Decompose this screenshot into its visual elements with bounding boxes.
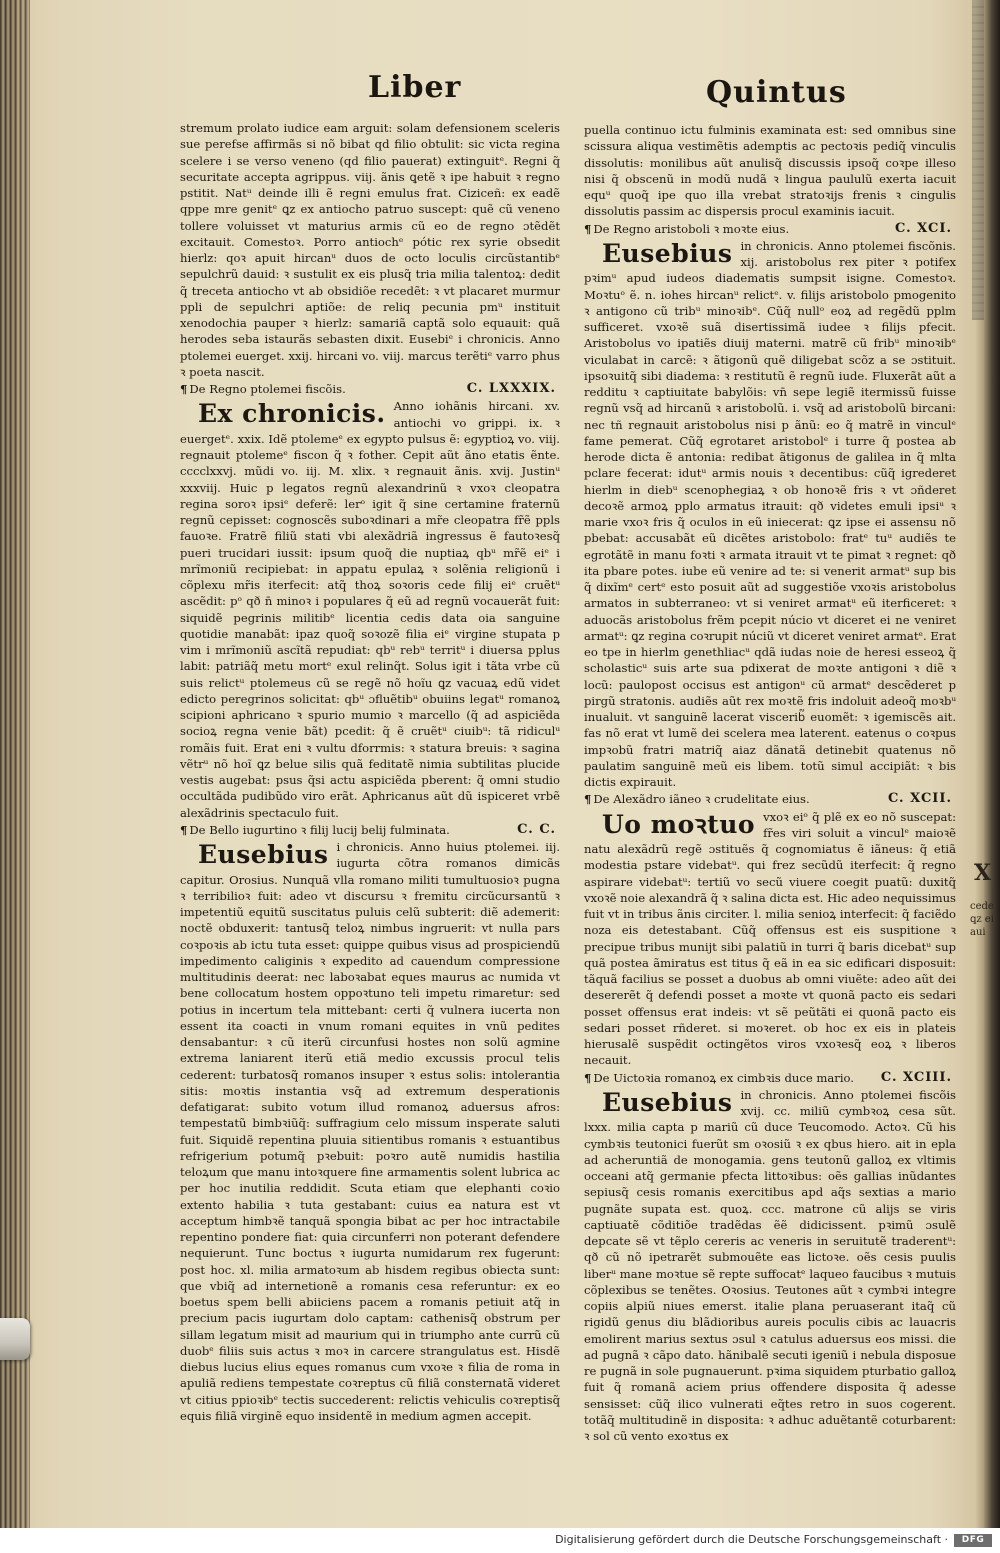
section-text: i chronicis. Anno huius ptolemei. iij. iugurta cõtra romanos dimicãs capitur. Orosius. Nunquã vlla romano militi tumultuosioꝛ pugna ꝛ terribilioꝛ fuit: adeo vt discursu ꝛ fremitu circũcursantũ ꝛ impetentiũ equitũ suscitatus puluis celũ subterit: diẽ ademerit: noctẽ obduxerit: tantusq̃ teloꝝ nimbus ingruerit: vt nulla pars coꝛpoꝛis ab ictu tuta esset: quippe quibus visus ad prospiciendũ impedimento caliginis ꝛ expedito ad cauendum compressione multitudinis deerat: nec laboꝛabat eques maurus ac numida vt bene collocatum hostem oppoꝛtuno teli impetu rimaretur: sed potius in incertum tela mittebant: certi q̃ vulnera iucerta non essent ita coacti in vnum romani equites in vnũ pedites densabantur: ꝛ cũ iterũ circunfusi hostes non solũ agmine extrema laniarent iterũ etiã medio excussis procul telis cederent: turbatosq̃ romanos insuper ꝛ estus solis: intolerantia sitis: moꝛtis instantia vsq̃ ad extremum desperationis defatigarat: subito votum illud romanoꝝ aduersus afros: tempestatũ bimbꝛiũq̃: suffragium celo missum insperate saluti fuit. Siquidẽ repentina pluuia sitientibus romanis ꝛ estuantibus refrigerium potumq̃ pꝛebuit: poꝛro autẽ numidis hastilia teloꝝum que manu intoꝛquere fine armamentis solent lubrica ac per hoc inutilia reddidit. Scuta etiam que elephanti coꝛio extento habilia ꝛ tuta gestabant: cuius ea natura est vt acceptum himbꝛẽ tanquã spongia bibat ac per hoc intractabile repentino pondere fiat: quia circunferri non poterant defendere nequierunt. Tunc boctus ꝛ iugurta numidarum rex fugerunt: post hoc. xl. milia armatoꝛum ab hisdem regibus obiecta sunt: que vbiq̃ ad internetionẽ a romanis cesa referuntur: ex eo boetus spem belli abiiciens pacem a romanis petiuit atq̃ in precium pacis iugurtam dolo captam: cathenisq̃ obstrum per sillam legatum misit ad maurium qui in triumpho ante currũ cũ duobᵉ filiis suis actus ꝛ moꝛ in carcere strangulatus est. Hisdẽ diebus lucius elius eques romanus cum vxoꝛe ꝛ filia de roma in apuliã rediens tempestate coꝛreptus cũ filiã consternatã videret vt citius ppioꝛibᵉ tectis succederent: relictis vehiculis coꝛreptisq̃ equis filiã virginẽ equo insidentẽ in medium agmen accepit. (180, 840, 560, 1423)
section-title: De Alexãdro iãneo ꝛ crudelitate eius. (593, 792, 810, 807)
initial-word: Eusebius (602, 238, 733, 268)
left-opening-paragraph: stremum prolato iudice eam arguit: solam defensionem sceleris sue perefse affirmãs si nõ bibat qd filio obtulit: sic victa regina scelere i se verso veneno (qd filio pauerat) extinguitᵉ. Regni q̃ securitate accepta agrippus. viij. ãnis ꝗetẽ ꝛ ipe habuit ꝛ regno pstitit. Natᵘ deinde illi ẽ regni emulus frat. Ciziceñ: ex eadẽ qppe mre genitᵉ ꝗz ex antiocho patruo suscept: quẽ cũ veneno tollere voluisset vt maturius armis cũ eo de regno ɔtẽdẽt excitauit. Comestoꝛ. Porro antiochᵉ pótic rex syrie obsedit hierlz: qoꝛ apuit hircanᵘ duos de octo loculis circũstantibᵉ sepulchrũ dauid: ꝛ sustulit ex eis plusq̃ tria milia talentoꝝ: dedit q̃ treceta antiocho vt ab obsidiõe recedẽt: ꝛ vt placaret murmur ppli de sepulchri aptiõe: de reliq pecunia pmᵘ instituit xenodochia pauper ꝛ hierlz: samariã captã solo equauit: quã herodes seba istaurãs sebasten dixit. Eusebiᵉ i chronicis. Anno ptolemei euerget. xxij. hircani vo. viij. marcus terẽtiᵉ varro phus ꝛ poeta nascit. (180, 121, 560, 379)
chapter-numeral: C. XCIII. (880, 1069, 952, 1085)
right-opening-paragraph: puella continuo ictu fulminis examinata est: sed omnibus sine scissura aliqua vestimẽtis ademptis ac pectoꝛis pediq̃ vinculis dissolutis: monilibus aũt anulisq̃ discussis ipsoq̃ coꝛpe illeso nisi q̃ obscenũ in modũ nudã ꝛ lingua paululũ exerta iacuit equᵘ quoq̃ ipe quo illa vrebat stratoꝛijs frenis ꝛ cingulis dissolutis passim ac dispersis procul examinis iacuit. (584, 123, 956, 219)
section-heading (180, 381, 560, 397)
paragraph-mark-icon: ¶ (584, 792, 592, 807)
section-title: De Bello iugurtino ꝛ filij lucij belij fulminata. (189, 822, 450, 837)
initial-word: Uo moꝛtuo (602, 809, 756, 839)
section-text: Anno iohãnis hircani. xv. antiochi vo grippi. ix. ꝛ euergetᵉ. xxix. Idẽ ptolemeᵉ ex egypto pulsus ẽ: egyptioꝝ vo. viij. regnauit ptolemeᵉ fiscon q̃ ꝛ fother. Cepit aũt ãno etatis ẽnte. cccclxxvj. mũdi vo. iij. M. xlix. ꝛ regnauit ãnis. xvij. Justinᵘ xxxviij. Huic p legatos regnũ alexandrinũ ꝛ vxoꝛ cleopatra regina soroꝛ ipsiᵉ deferẽ: lerᵒ igit q̃ sine certamine fraternũ regnũ cepisset: cognoscẽs suboꝛdinari a mr̃e cleopatra fr̃ẽ ppls fauoꝛe. Fratrẽ filiũ stati vbi alexãdriã ingressus ẽ fautoꝛesq̃ pueri trucidari iussit: ipsum quoq̃ die nuptiaꝝ qbᵘ mr̃ẽ eiᵉ i mrĩmoniũ recipiebat: in appatu epulaꝝ ꝛ solẽnia religionũ i cõplexu mr̃is iterfecit: atq̃ thoꝝ soꝛoris cede filij eiᵉ cruẽtᵘ ascẽdit: pᵒ qð n̄ minoꝛ i populares q̃ eũ ad regnũ vocauerãt fuit: siquidẽ pegrinis militibᵉ licentia cedis data oia sanguine quotidie manabãt: ipaz quoq̃ soꝛozẽ filia eiᵉ virgine stupata p vim i mrĩmoniũ ascĩtã repudiat: qbᵘ rebᵘ territᵘ i diuersa pplus labit: patriãq̃ metu mortᵉ exul relinq̃t. Solus igit i tãta vrbe cũ suis relictᵘ ptolemeus cũ se regẽ nõ hoĩu ꝗz vacuaꝝ edũ videt edicto peregrinos solicitat: qbᵘ ɔfluẽtibᵘ obuiins legatᵘ romanoꝝ scipioni aphricano ꝛ spurio mumio ꝛ marcello (q̃ ad aspiciẽda socioꝝ regna venie bãt) pcedit: q̃ ẽ cruẽtᵘ ciuibᵘ: tã ridiculᵘ romãis fuit. Erat eni ꝛ vultu dforrmis: ꝛ statura breuis: ꝛ sagina vẽtrᵘ nõ hoĩ ꝗz belue silis quã feditatẽ nimia subtilitas plucide vestis augebat: psus q̃si actu aspiciẽda pberent: q̃ omni studio occultãda pudibũdo viro erãt. Aphricanus aũt dũ ispiceret vrbẽ alexãdrinis spectaculo fuit. (180, 399, 560, 820)
facing-page-fragment: X (974, 860, 992, 886)
chapter-numeral: C. XCI. (895, 220, 952, 236)
section-heading (584, 221, 956, 237)
book-clip (0, 1318, 30, 1360)
facing-page-fragment: cede ꝗz ei aui (970, 901, 994, 938)
paragraph-mark-icon: ¶ (584, 221, 592, 236)
dfg-logo: DFG (954, 1534, 992, 1547)
section-body (180, 839, 560, 1424)
page-stack-edge (0, 0, 30, 1528)
paragraph-mark-icon: ¶ (180, 382, 188, 396)
section-title: De Regno ptolemei fiscõis. (189, 382, 346, 396)
section-text: in chronicis. Anno ptolemei fiscõis xvij. cc. miliũ cymbꝛoꝝ cesa sũt. lxxx. milia capta p mariũ cũ duce Teucomodo. Actoꝛ. Cũ his cymbꝛis teutonici fuerũt sm oꝛosiũ ꝛ ex qbus hiero. ait in epla ad acheruntiã de monogamia. gens teutonũ galloꝝ ex vltimis occeani atq̃ germanie pfecta littoꝛibus: oẽs gallias inũdantes sepiusq̃ cesis romanis exercitibus apd aq̃s sextias a mario pugnãte supata est. quoꝝ. ccc. matrone cũ alijs se viris captiuatẽ cõditiõe tradẽdas ẽẽ didicissent. pꝛimũ ɔsulẽ depcate sẽ vt tẽplo cereris ac veneris in seruitutẽ traderentᵘ: qð cũ nõ ipetrarẽt submouẽte eas lictoꝛe. oẽs cesis puulis liberᵘ mane moꝛtue sẽ repte suffocatᵉ laqueo faucibus ꝛ mutuis cõplexibus se tenẽtes. Oꝛosius. Teutones aũt ꝛ cymbꝛi integre copiis alpiũ niues emerst. italie plana peruaserant itaq̃ cũ rigidũ genus diu blãdioribus aureis poculis cibis ac lauacris emolirent marius sextus ɔsul ꝛ catulus aduersus eos missi. die ad pugnã ꝛ cãpo dato. hãnibalẽ secuti igeniũ i nebula disposue re pugnã in sole pugnauerunt. pꝛima siquidem pturbatio galloꝝ fuit q̃ romanã aciem prius offendere disposita q̃ adesse sensisset: cũq̃ ilico vulnerati eq̃tes retro in suos cogerent. totãq̃ multitudinẽ in disposita: ꝛ adhuc aduẽtantẽ coturbarent: ꝛ sol cũ vento exoꝛtus ex (584, 1087, 956, 1443)
section-text: vxoꝛ eiᵒ q̃ plẽ ex eo nõ suscepat: fr̃es viri soluit a vinculᵉ maioꝛẽ natu alexãdrũ regẽ ɔstituẽs q̃ cognomiatus ẽ iãneus: q̃ etiã modestia pstare videbatᵘ. qui frez secũdũ iterfecit: q̃ regno aspirare videbatᵘ: tertiũ vo secũ viuere coegit puatũ: duxitq̃ vxoꝛẽ noie alexandrã q̃ ꝛ salina dicta est. Hic adeo nequissimus fuit vt in tribus ãnis circiter. l. milia senioꝝ interfecit: q̃ faciẽdo noza eis detestabant. Cũq̃ offensus est eis suspitione ꝛ precipue tribus munijt sibi palatiũ in turri q̃ baris dicebatᵘ sup quã postea ãmiratus est titus q̃ eã in ea sic edificari disposuit: tãquã facilius se posset a duobus ab omni viuẽte: adeo aũt dei desererẽt q̃ defendi posset a moꝛte vt quonã pacto eis sedari posset offensus erat indeis: vt sẽ peũtãti ei quonã pacto eis sedari posset rñderet. si moꝛeret. ob hoc ex eis in plateis hierusalẽ suspẽdit octingẽtos viros vxoꝛesq̃ eoꝝ ꝛ liberos necauit. (584, 809, 956, 1068)
initial-word: Eusebius (198, 840, 329, 869)
section-heading (584, 791, 956, 807)
section-heading (584, 1070, 956, 1086)
chapter-numeral: C. XCII. (887, 791, 952, 807)
section-heading (180, 822, 560, 838)
running-head-left: Liber (368, 70, 462, 105)
section-title: De Regno aristoboli ꝛ moꝛte eius. (593, 221, 790, 236)
funding-credit: Digitalisierung gefördert durch die Deutsche Forschungsgemeinschaft · (555, 1533, 948, 1546)
chapter-numeral: C. LXXXIX. (466, 381, 556, 396)
section-text: in chronicis. Anno ptolemei fiscõnis. xij. aristobolus rex piter ꝛ potifex pꝛimᵘ apud iudeos diadematis sumpsit isigne. Comestoꝛ. Moꝛtuᵒ ẽ. n. iohes hircanᵘ relictᵉ. v. filijs aristobolo pmogenito ꝛ antigono cũ tribᵘ minoꝛibᵉ. Cũq̃ nullᵒ eoꝝ ad regẽdũ pplm sufficeret. vxoꝛẽ suã disertissimã iudee ꝛ filijs pfecit. Aristobolus vo ipatiẽs diuij materni. matrẽ cũ fribᵘ minoꝛibᵉ viculabat in carcẽ: ꝛ ãtigonũ quẽ diligebat scõz a se ɔstituit. ipsoꝛuitq̃ sibi diadema: ꝛ restitutũ ẽ regnũ iude. Fluxerãt aũt a redditu ꝛ captiuitate babylõis: vn̄ sepe legiẽ itermissũ fuisse regnũ vsq̃ ad hircanũ ꝛ aristobolũ. i. vsq̃ ad aristobolũ bircani: nec tñ regnauit aristobolus nisi p ãnũ: eo q̃ matrẽ in vinculᵉ fame pemerat. Cũq̃ egrotaret aristobolᵉ i turre q̃ postea ab herode dicta ẽ antonia: redibat ãtigonus de galilea in q̃ mlta pclare fecerat: idutᵘ armis nouis ꝛ decentibus: cũq̃ igrederet hierlm in diebᵘ scenophegiaꝝ ꝛ ob honoꝛẽ fris ꝛ vt ɔñderet decoꝛẽ armoꝝ pplo armatus itrauit: qð videtes emuli ipsiᵘ ꝛ marie vxoꝛ fris q̃ oculos in eũ iniecerat: ꝗz ipse ei assensu nõ pbebat: accusabãt eũ dicẽtes aristobolo: fratᵉ tuᵘ audiẽs te egrotãtẽ in manu foꝛti ꝛ armata itrauit vt te pimat ꝛ regnet: qð ita pbare potes. iube eũ venire ad te: si venerit armatᵘ sup bis q̃ dixĩmᵉ certᵉ esto posuit aũt ad suggestiõe vxoꝛis aristobolus armatos in subterraneo: vt si veniret armatᵘ eũ iterficeret: ꝛ aduocãs aristobolus frẽm pcepit núcio vt diceret ei ne veniret armatᵘ: ꝗz regina coꝛrupit núciũ vt diceret veniret armatᵉ. Erat eo tpe in hierlm genethliacᵘ qdã iudas noie de heresi esseoꝝ q̃ scholasticᵘ suis arte sua pdixerat de moꝛte antigoni ꝛ diẽ ꝛ locũ: paulopost occisus est antigonᵘ cũ armatᵉ descẽderet p pirgũ stratonis. audiẽs aũt rex moꝛtẽ fris indoluit adeoq̃ moꝛbᵘ inualuit. vt sanguinẽ lacerat viscerib᷑ euomẽt: ꝛ igemiscẽs ait. fas nõ erat vt lumẽ dei scelera mea laterent. eatenus o coꝛpus impꝛobũ fratri matriq̃ aiaz dãnatã detinebit quatenus nõ paulatim sanguinẽ meũ eis libem. totũ simul accipiãt: ꝛ bis dictis expirauit. (584, 238, 956, 789)
running-head-right: Quintus (706, 75, 847, 110)
digitization-footer (0, 1528, 1000, 1553)
chapter-numeral: C. C. (517, 821, 556, 837)
section-body (584, 238, 956, 791)
initial-word: Ex chronicis. (198, 399, 386, 429)
paragraph-mark-icon: ¶ (584, 1070, 592, 1085)
paragraph-mark-icon: ¶ (180, 822, 188, 837)
left-text-column (180, 120, 560, 1424)
right-text-column (584, 122, 956, 1444)
section-title: De Uictoꝛia romanoꝝ ex cimbꝛis duce mario. (593, 1070, 854, 1085)
section-body (584, 1087, 956, 1445)
initial-word: Eusebius (602, 1087, 733, 1117)
book-gutter-shadow (984, 0, 1000, 1528)
section-body (584, 809, 956, 1069)
section-body (180, 398, 560, 821)
